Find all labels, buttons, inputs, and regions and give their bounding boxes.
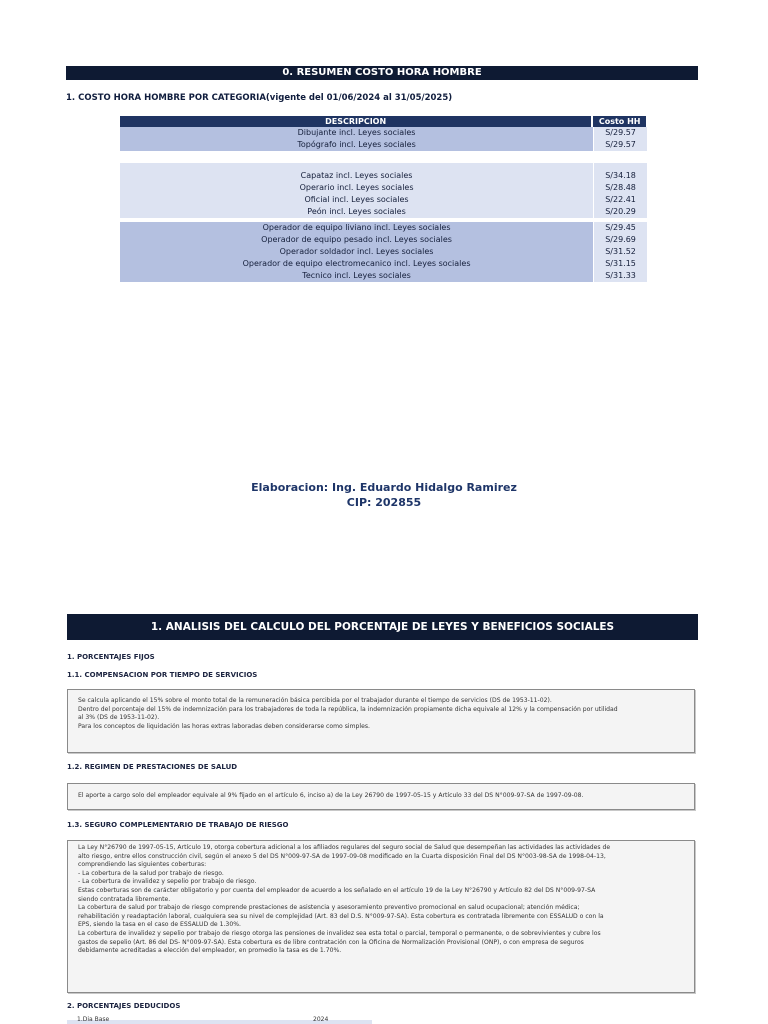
row-cost: S/22.41 xyxy=(593,194,647,206)
paragraph-line: La Ley N°26790 de 1997-05-15, Artículo 19, otorga cobertura adicional a los afiliados regulares del seguro social de Salud que desempeñan las actividades las actividades de xyxy=(78,844,611,851)
paragraph-line: siendo contratada libremente. xyxy=(78,895,171,903)
row-description: Tecnico incl. Leyes sociales xyxy=(302,271,411,280)
row-cost: S/20.29 xyxy=(593,206,647,218)
row-cost: S/34.18 xyxy=(593,170,647,182)
paragraph-line: Estas coberturas son de carácter obligatorio y por cuenta del empleador de acuerdo a los señalado en el artículo 19 de la Ley N°26790 y Artículo 82 del DS N°009-97-SA xyxy=(78,886,596,894)
paragraph-line: El aporte a cargo solo del empleador equivale al 9% fijado en el artículo 6, inciso a) de la Ley 26790 de 1997-05-15 y Artículo 33 del DS N°009-97-SA de 1997-09-08. xyxy=(78,792,584,799)
paragraph-line: rehabilitación y readaptación laboral, cualquiera sea su nivel de complejidad (Art. 83 del D.S. N°009-97-SA). Esta cobertura es contratada libremente con ESSALUD o con la xyxy=(78,912,604,920)
row-description: Peón incl. Leyes sociales xyxy=(307,207,406,216)
table-header xyxy=(120,116,647,127)
table-row xyxy=(120,234,647,246)
row-cost: S/29.57 xyxy=(593,127,647,139)
row-description: Operario incl. Leyes sociales xyxy=(299,183,414,192)
group-spacer xyxy=(120,163,647,170)
header-description: DESCRIPCION xyxy=(120,116,592,127)
paragraph-line: La cobertura de invalidez y sepelio por trabajo de riesgo otorga las pensiones de invalidez sea esta total o parcial, temporal o permanente, o de sobrevivientes y cubre los xyxy=(78,929,601,937)
row-description: Operador de equipo pesado incl. Leyes sociales xyxy=(261,235,452,244)
paragraph-line: EPS, siendo la tasa en el caso de ESSALUD de 1.30%. xyxy=(78,921,241,929)
cost-table xyxy=(120,116,647,151)
table-row xyxy=(120,222,647,234)
row-cost: S/31.52 xyxy=(593,246,647,258)
sctr-heading: 1.3. SEGURO COMPLEMENTARIO DE TRABAJO DE RIESGO xyxy=(67,821,289,829)
header-cost: Costo HH xyxy=(592,116,647,127)
author-cip: CIP: 202855 xyxy=(346,496,422,509)
base-day-row xyxy=(67,1016,372,1024)
paragraph-line: al 3% (DS de 1953-11-02). xyxy=(78,714,160,722)
paragraph-line: debidamente acreditadas a elección del empleador, en promedio la tasa es de 1.70%. xyxy=(78,947,342,955)
table-row xyxy=(120,170,647,182)
base-day-label: 1.Dia Base xyxy=(77,1016,110,1023)
category-cost-subtitle: 1. COSTO HORA HOMBRE POR CATEGORIA(vigente del 01/06/2024 al 31/05/2025) xyxy=(66,93,453,103)
table-row xyxy=(120,206,647,218)
paragraph-line: - La cobertura de invalidez y sepelio por trabajo de riesgo. xyxy=(78,878,257,886)
summary-title-bar: 0. RESUMEN COSTO HORA HOMBRE xyxy=(66,66,698,80)
analysis-title-bar: 1. ANALISIS DEL CALCULO DEL PORCENTAJE DE LEYES Y BENEFICIOS SOCIALES xyxy=(67,614,698,640)
health-regime-heading: 1.2. REGIMEN DE PRESTACIONES DE SALUD xyxy=(67,763,238,771)
table-row xyxy=(120,127,647,139)
paragraph-line: Para los conceptos de liquidación las horas extras laboradas deben considerarse como simples. xyxy=(78,722,370,730)
paragraph-line: gastos de sepelio (Art. 86 del DS- N°009-97-SA). Esta cobertura es de libre contratación con la Oficina de Normalización Provisional (ONP), o con empresa de seguros xyxy=(78,938,584,946)
cost-table-group-2 xyxy=(120,163,647,218)
cost-table-group-3 xyxy=(120,222,647,282)
row-cost: S/29.57 xyxy=(593,139,647,151)
row-description: Oficial incl. Leyes sociales xyxy=(304,195,409,204)
row-description: Operador de equipo liviano incl. Leyes sociales xyxy=(262,223,451,232)
table-row xyxy=(120,246,647,258)
deducted-percentages-heading: 2. PORCENTAJES DEDUCIDOS xyxy=(67,1002,181,1010)
row-description: Operador de equipo electromecanico incl. Leyes sociales xyxy=(242,259,471,268)
paragraph-line: La cobertura de salud por trabajo de riesgo comprende prestaciones de asistencia y asesoramiento preventivo promocional en salud ocupacional; atención médica; xyxy=(78,904,580,912)
author-name: Elaboracion: Ing. Eduardo Hidalgo Ramirez xyxy=(251,481,517,494)
row-description: Dibujante incl. Leyes sociales xyxy=(297,128,416,137)
cts-heading: 1.1. COMPENSACION POR TIEMPO DE SERVICIOS xyxy=(67,671,258,679)
row-description: Capataz incl. Leyes sociales xyxy=(300,171,413,180)
health-regime-text-box xyxy=(67,783,695,810)
paragraph-line: - La cobertura de la salud por trabajo de riesgo. xyxy=(78,869,224,877)
table-row xyxy=(120,139,647,151)
table-row xyxy=(120,194,647,206)
row-cost: S/31.33 xyxy=(593,270,647,282)
paragraph-line: comprendiendo las siguientes coberturas: xyxy=(78,861,207,869)
cts-text-box xyxy=(67,689,695,753)
paragraph-line: Dentro del porcentaje del 15% de indemnización para los trabajadores de toda la república, la indemnización propiamente dicha equivale al 12% y la compensación por utilidad xyxy=(78,705,618,713)
row-description: Topógrafo incl. Leyes sociales xyxy=(297,140,416,149)
row-description: Operador soldador incl. Leyes sociales xyxy=(279,247,434,256)
table-row xyxy=(120,258,647,270)
paragraph-line: alto riesgo, entre ellos construcción civil, según el anexo 5 del DS N°009-97-SA de 1997-09-08 modificado en la Cuarta disposición Final del DS N°003-98-SA de 1998-04-13, xyxy=(78,852,606,860)
table-row xyxy=(120,270,647,282)
row-cost: S/29.69 xyxy=(593,234,647,246)
sctr-text-box xyxy=(67,840,695,993)
row-cost: S/31.15 xyxy=(593,258,647,270)
paragraph-line: Se calcula aplicando el 15% sobre el monto total de la remuneración básica percibida por el trabajador durante el tiempo de servicios (DS de 1953-11-02). xyxy=(78,697,552,704)
table-row xyxy=(120,182,647,194)
row-cost: S/28.48 xyxy=(593,182,647,194)
row-cost: S/29.45 xyxy=(593,222,647,234)
base-day-value: 2024 xyxy=(313,1016,329,1023)
fixed-percentages-heading: 1. PORCENTAJES FIJOS xyxy=(67,653,155,661)
